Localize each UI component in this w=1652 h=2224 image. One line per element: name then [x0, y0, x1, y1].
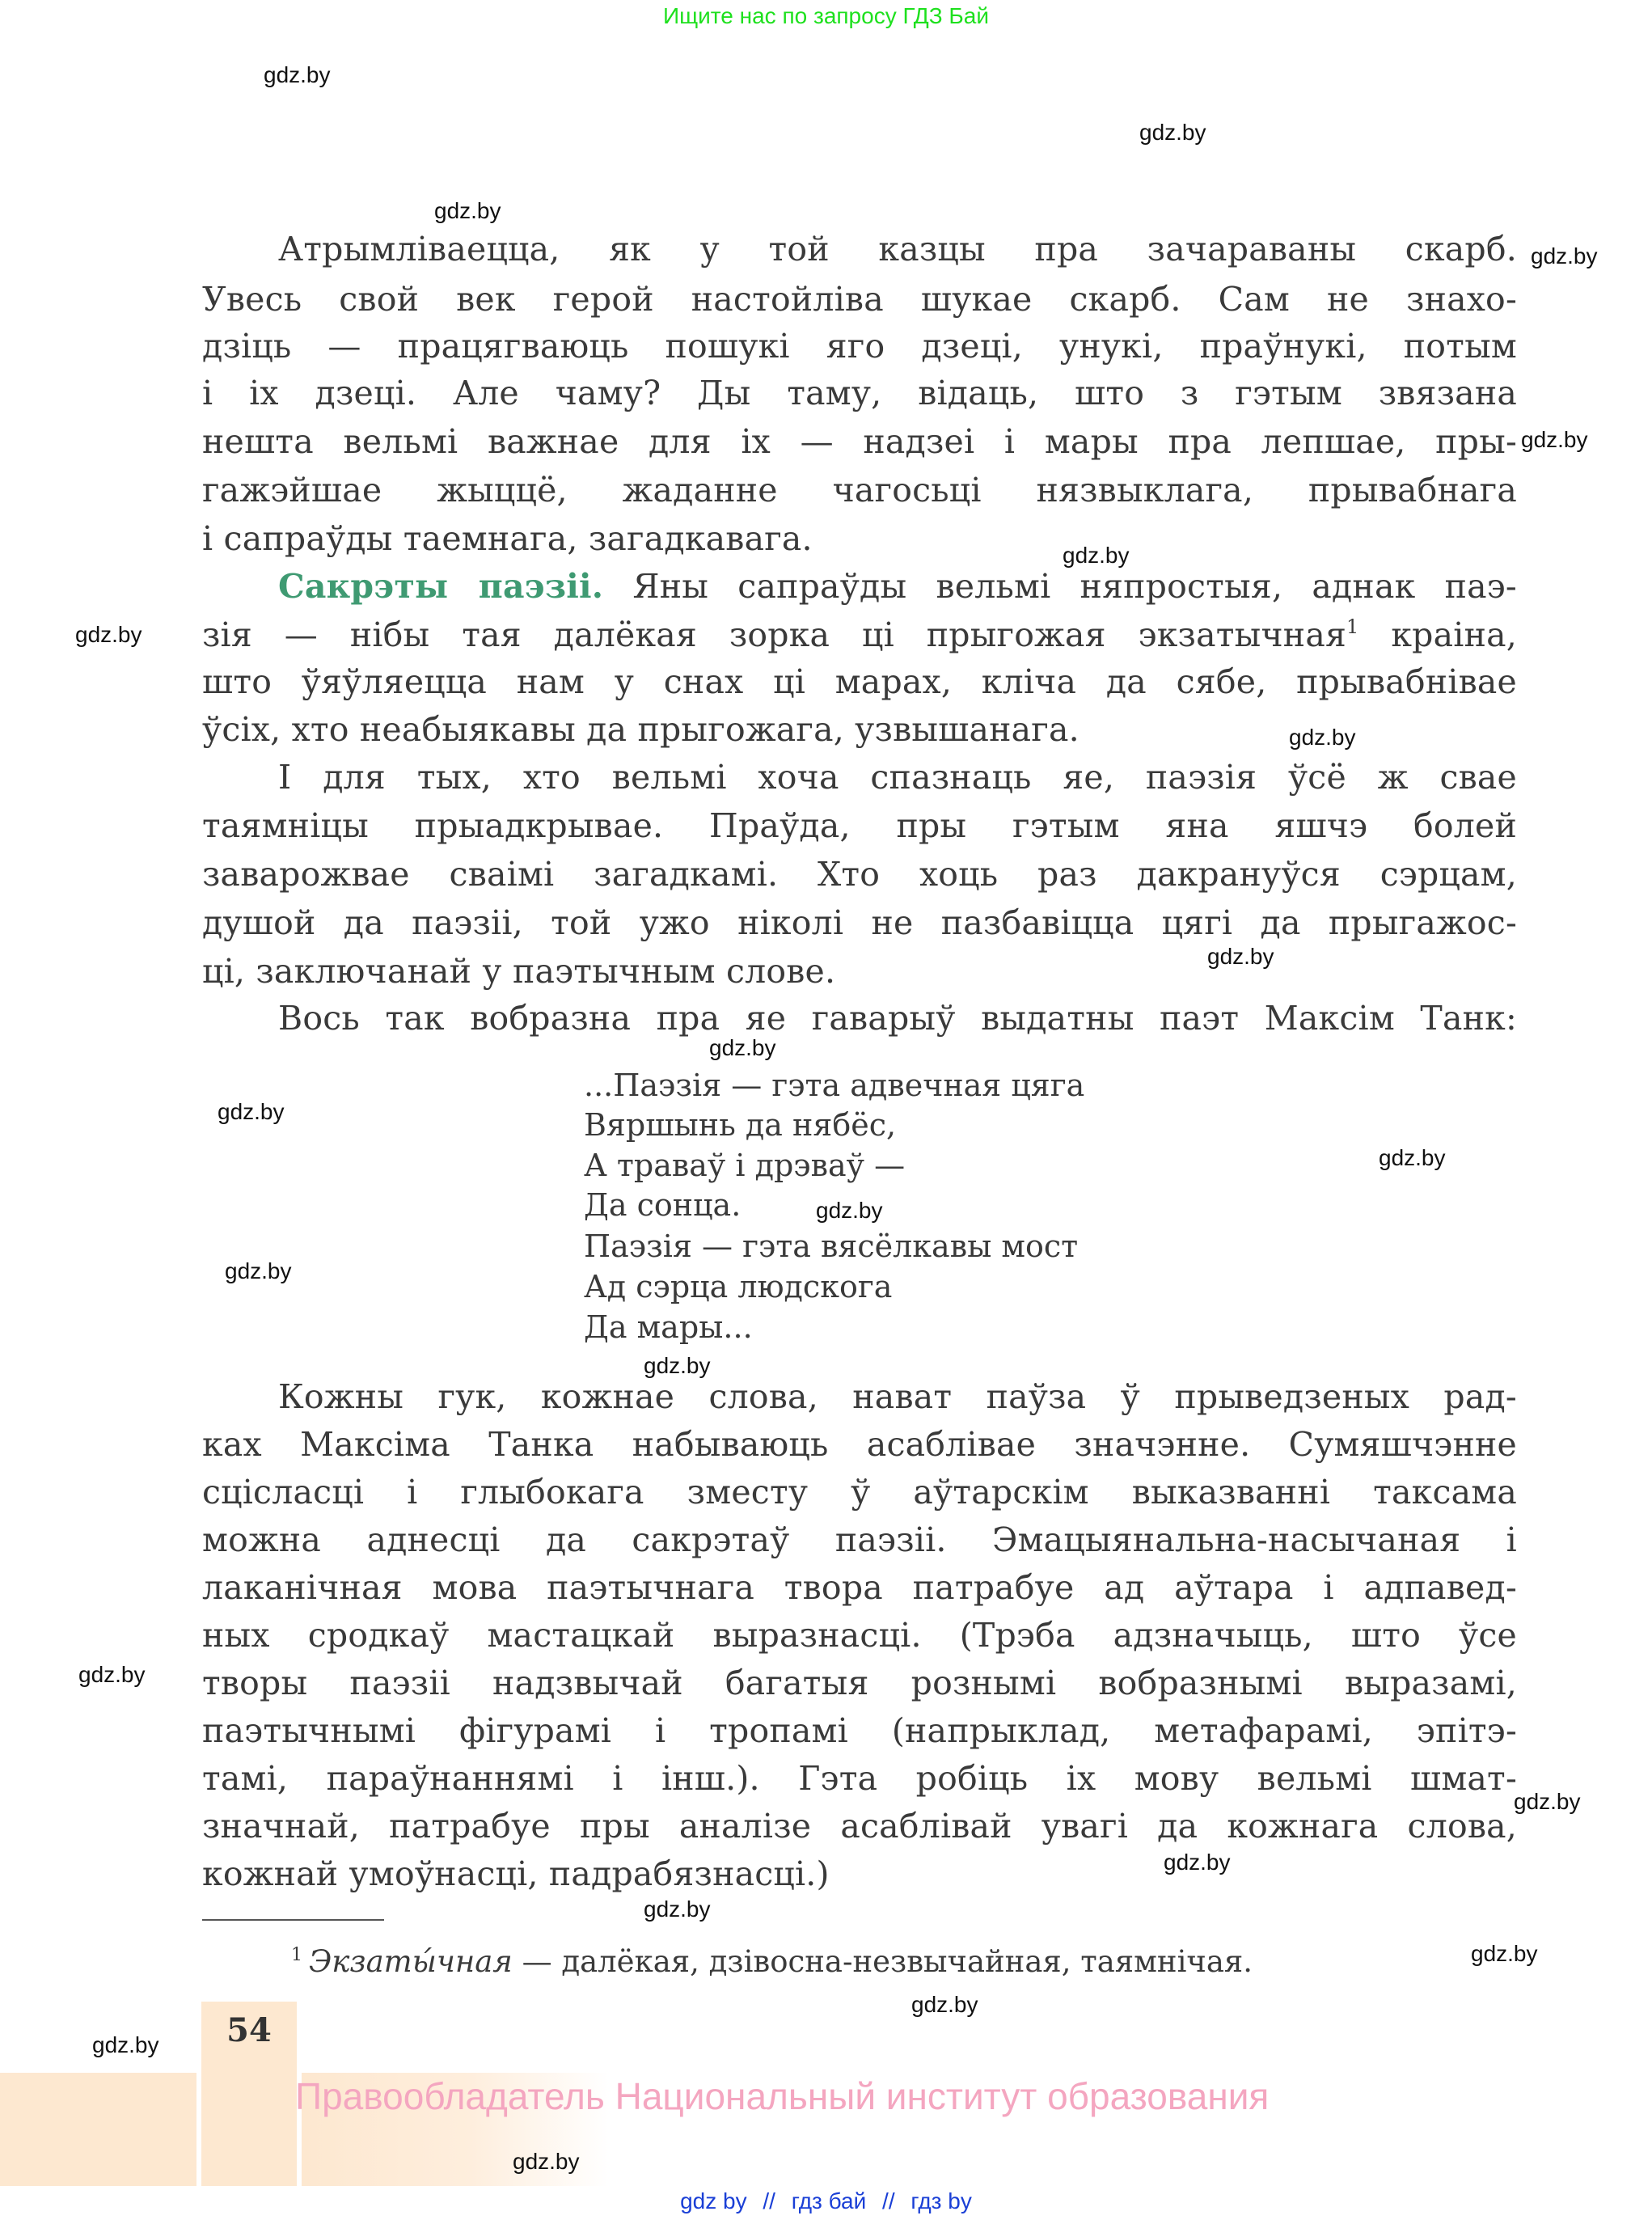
paragraph-3-line: душой да паэзіі, той ужо ніколі не пазбавіцца цягі да прыгажос-: [202, 903, 1517, 942]
watermark: gdz.by: [513, 2149, 580, 2174]
separator: //: [882, 2188, 895, 2213]
watermark: gdz.by: [816, 1198, 883, 1223]
paragraph-2-line: ўсіх, хто неабыякавы да прыгожага, узвышанага.: [202, 710, 1080, 749]
footer-band-left: [0, 2073, 196, 2186]
watermark: gdz.by: [1139, 120, 1206, 145]
watermark: gdz.by: [911, 1992, 978, 2017]
watermark: gdz.by: [644, 1353, 711, 1378]
watermark: gdz.by: [1207, 944, 1274, 969]
footnote-divider: [202, 1919, 384, 1921]
section-heading: Сакрэты паэзіі.: [278, 567, 604, 606]
paragraph-4-line: Вось так вобразна пра яе гаварыў выдатны паэт Максім Танк:: [278, 999, 1517, 1038]
watermark: gdz.by: [1289, 725, 1356, 750]
paragraph-5-line: Кожны гук, кожнае слова, нават паўза ў прыведзеных рад-: [278, 1377, 1517, 1416]
paragraph-1-line: Атрымліваецца, як у той казцы пра зачараваны скарб.: [278, 230, 1517, 268]
footnote: [291, 1935, 1253, 1982]
paragraph-2-text: краіна,: [1358, 615, 1517, 654]
poem-line: Ад сэрца людскога: [584, 1269, 893, 1304]
separator: //: [763, 2188, 775, 2213]
paragraph-5-line: значнай, патрабуе пры аналізе асаблівай увагі да кожнага слова,: [202, 1807, 1517, 1846]
watermark: gdz.by: [1379, 1145, 1446, 1170]
watermark: gdz.by: [75, 622, 142, 647]
poem-line: Да мары...: [584, 1309, 753, 1345]
paragraph-2-text: Яны сапраўды вельмі няпростыя, аднак паэ-: [603, 567, 1517, 606]
link-gdz-by[interactable]: gdz by: [680, 2188, 747, 2213]
poem-line: ...Паэзія — гэта адвечная цяга: [584, 1068, 1085, 1103]
paragraph-2-first-line: [278, 562, 1517, 611]
bottom-links: [0, 2188, 1652, 2214]
watermark: gdz.by: [1531, 243, 1598, 268]
watermark: gdz.by: [264, 62, 331, 87]
footnote-term: Экзаты́чная: [309, 1944, 513, 1979]
paragraph-5-line: тамі, параўнаннямі і інш.). Гэта робіць іх мову вельмі шмат-: [202, 1759, 1517, 1798]
paragraph-3-line: таямніцы прыадкрывае. Праўда, пры гэтым яна яшчэ болей: [202, 806, 1517, 845]
paragraph-2-line: што ўяўляецца нам у снах ці марах, кліча да сябе, прывабнівае: [202, 662, 1517, 701]
poem-line: Вяршынь да нябёс,: [584, 1107, 897, 1143]
paragraph-5-line: можна аднесці да сакрэтаў паэзіі. Эмацыянальна-насычаная і: [202, 1520, 1517, 1559]
paragraph-1-line: дзіць — працягваюць пошукі яго дзеці, унукі, праўнукі, потым: [202, 327, 1517, 366]
paragraph-5-line: ках Максіма Танка набываюць асаблівае значэнне. Сумяшчэнне: [202, 1425, 1517, 1464]
poem-line: А траваў і дрэваў —: [584, 1148, 906, 1183]
paragraph-1-line: і іх дзеці. Але чаму? Ды таму, відаць, што з гэтым звязана: [202, 374, 1517, 412]
watermark: gdz.by: [1471, 1941, 1538, 1966]
poem-line: Паэзія — гэта вясёлкавы мост: [584, 1228, 1079, 1264]
paragraph-2-text: зія — нібы тая далёкая зорка ці прыгожая экзатычная: [202, 615, 1347, 654]
paragraph-3-line: заварожвае сваімі загадкамі. Хто хоць раз дакрануўся сэрцам,: [202, 855, 1517, 894]
watermark: gdz.by: [1063, 543, 1130, 568]
paragraph-5-line: сцісласці і глыбокага зместу ў аўтарскім выказванні таксама: [202, 1473, 1517, 1512]
footnote-definition: — далёкая, дзівосна-незвычайная, таямнічая.: [512, 1944, 1253, 1979]
copyright-notice: Правообладатель Национальный институт образования: [295, 2075, 1270, 2117]
watermark: gdz.by: [1521, 427, 1588, 452]
paragraph-1-line: нешта вельмі важнае для іх — надзеі і мары пра лепшае, пры-: [202, 422, 1517, 461]
watermark: gdz.by: [92, 2032, 159, 2057]
paragraph-3-line: ці, заключанай у паэтычным слове.: [202, 952, 836, 991]
paragraph-1-line: гажэйшае жыццё, жаданне чагосьці нязвыклага, прывабнага: [202, 471, 1517, 509]
poem-line: Да сонца.: [584, 1187, 741, 1223]
watermark: gdz.by: [1514, 1789, 1581, 1814]
top-banner[interactable]: Ищите нас по запросу ГДЗ Бай: [662, 3, 990, 28]
paragraph-1-line: Увесь свой век герой настойліва шукае скарб. Сам не знахо-: [202, 280, 1517, 319]
page-number: 54: [226, 2011, 272, 2049]
paragraph-5-line: кожнай умоўнасці, падрабязнасці.): [202, 1854, 830, 1893]
paragraph-1-line: і сапраўды таемнага, загадкавага.: [202, 519, 813, 558]
footnote-ref[interactable]: 1: [1346, 615, 1359, 638]
link-gdz-by-cyr[interactable]: гдз by: [911, 2188, 972, 2213]
watermark: gdz.by: [218, 1099, 285, 1124]
watermark: gdz.by: [1164, 1850, 1231, 1875]
paragraph-5-line: лаканічная мова паэтычнага твора патрабуе ад аўтара і адпавед-: [202, 1568, 1517, 1607]
watermark: gdz.by: [709, 1035, 776, 1060]
link-gdz-bai[interactable]: гдз бай: [791, 2188, 867, 2213]
paragraph-2-line: [202, 611, 1517, 659]
watermark: gdz.by: [78, 1662, 146, 1687]
paragraph-5-line: паэтычнымі фігурамі і тропамі (напрыклад, метафарамі, эпітэ-: [202, 1711, 1517, 1750]
paragraph-5-line: творы паэзіі надзвычай багатыя рознымі вобразнымі выразамі,: [202, 1664, 1517, 1702]
paragraph-5-line: ных сродкаў мастацкай выразнасці. (Трэба адзначыць, што ўсе: [202, 1616, 1517, 1655]
watermark: gdz.by: [225, 1258, 292, 1283]
paragraph-3-line: І для тых, хто вельмі хоча спазнаць яе, паэзія ўсё ж свае: [278, 758, 1517, 797]
watermark: gdz.by: [434, 198, 501, 223]
footnote-number: 1: [291, 1945, 302, 1965]
watermark: gdz.by: [644, 1896, 711, 1922]
